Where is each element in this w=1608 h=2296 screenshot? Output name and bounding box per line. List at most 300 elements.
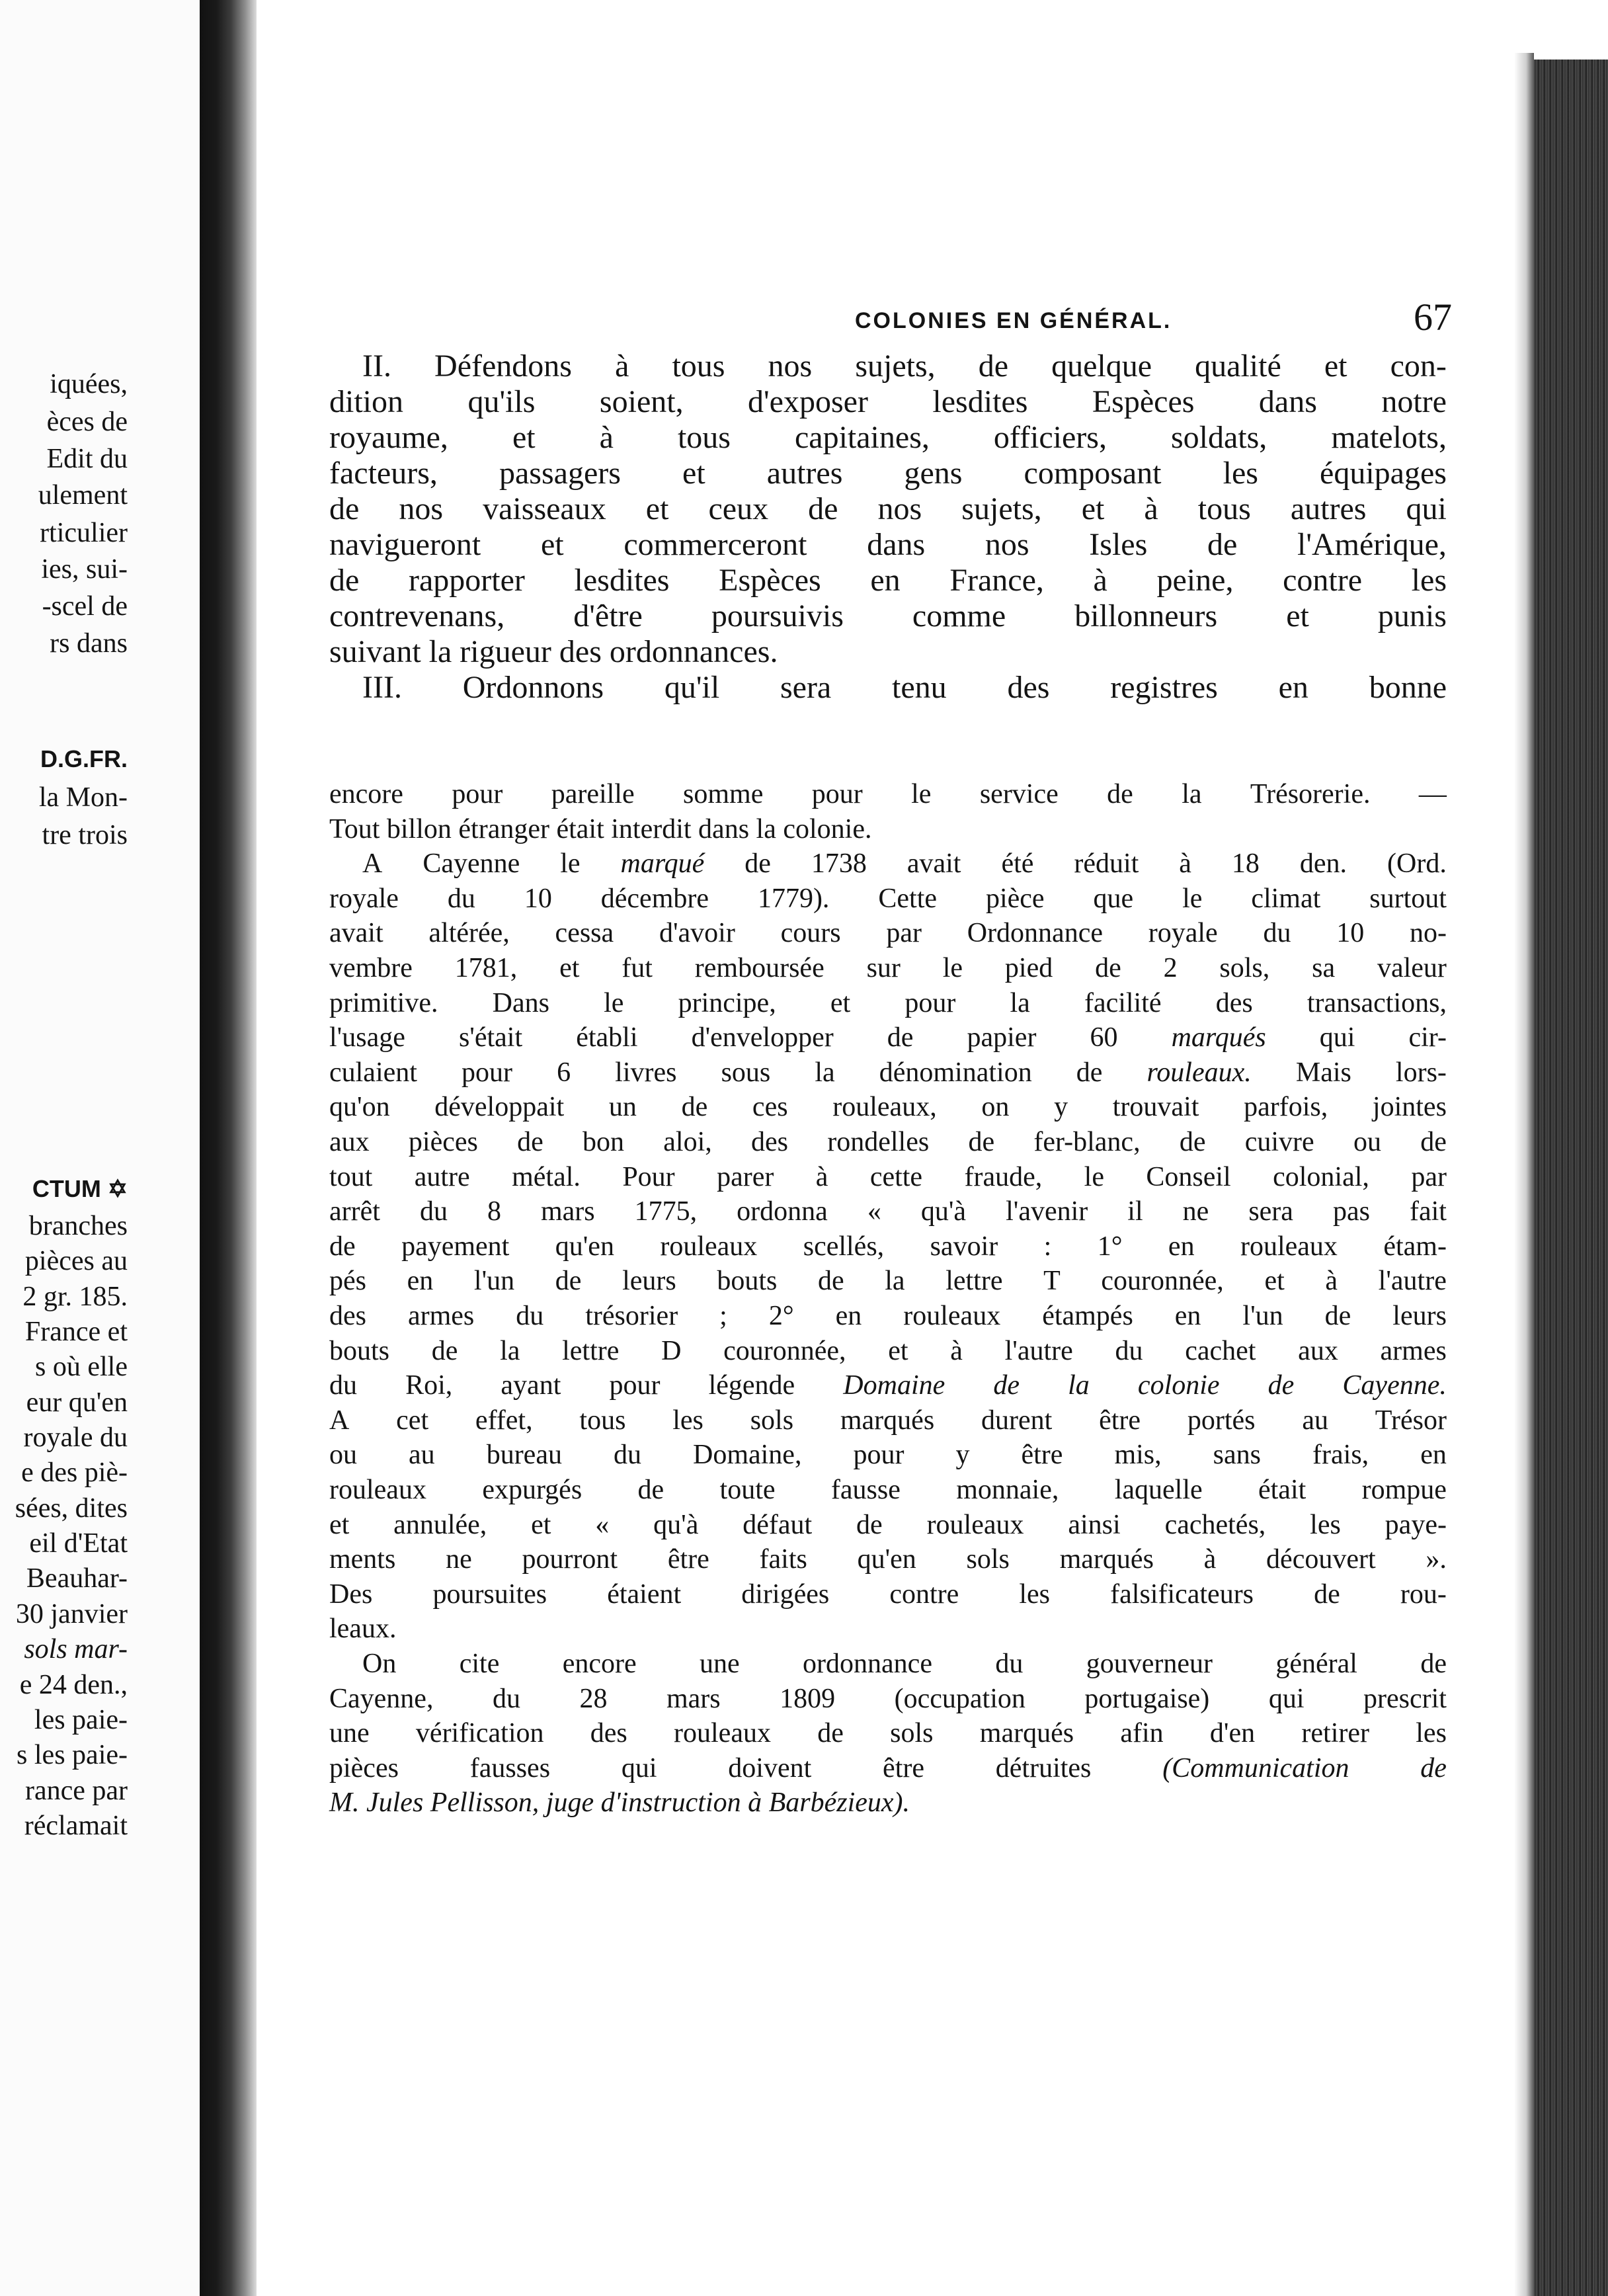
word: ne (446, 1544, 472, 1575)
word: des (590, 1718, 627, 1749)
word: portés (1187, 1405, 1256, 1436)
word: de (808, 491, 838, 526)
word: vembre (329, 953, 413, 983)
italic-word: Domaine (843, 1370, 945, 1401)
word: à (1325, 1266, 1338, 1297)
word: soient, (599, 384, 684, 419)
word: pièces (329, 1752, 399, 1784)
word: du (1263, 918, 1291, 949)
text-line (362, 350, 1447, 382)
word: du (995, 1649, 1024, 1679)
text-line (329, 1233, 1447, 1260)
word: peine, (1156, 563, 1234, 598)
page-edge-lip (1514, 53, 1534, 2296)
text-line (329, 422, 1447, 454)
word: ordonna (737, 1196, 828, 1227)
text-line (329, 1024, 1447, 1051)
italic-word: de (1420, 1752, 1447, 1784)
word: passagers (499, 456, 621, 491)
word: de (856, 1509, 883, 1540)
word: toute (719, 1475, 776, 1505)
word: la (500, 1335, 520, 1366)
word: cachetés, (1164, 1509, 1266, 1540)
text-line (329, 1685, 1447, 1713)
word: cette (869, 1161, 923, 1192)
text-line (362, 1650, 1447, 1678)
word: sa (1312, 953, 1336, 983)
word: décembre (600, 883, 709, 914)
word: 1775, (634, 1196, 698, 1227)
book-gutter-shadow (200, 0, 257, 2296)
word: de (637, 1475, 664, 1505)
word: Espèces (1092, 384, 1195, 419)
word: On (362, 1649, 397, 1679)
word: aux (1298, 1335, 1338, 1366)
word: culaient (329, 1057, 417, 1088)
word: laquelle (1114, 1475, 1203, 1505)
word: équipages (1320, 456, 1447, 491)
word: marqués (1059, 1544, 1154, 1575)
word: à (1203, 1544, 1217, 1575)
word: qui (1406, 491, 1447, 526)
word: nos (399, 491, 444, 526)
word: armes (407, 1301, 475, 1331)
italic-word: Cayenne. (1342, 1370, 1447, 1401)
word: par (1411, 1161, 1447, 1192)
word: bon (583, 1127, 625, 1157)
word: tout (329, 1161, 373, 1192)
text-line (329, 1407, 1447, 1434)
text-line (362, 850, 1447, 878)
word: à (815, 1161, 828, 1192)
running-head: COLONIES EN GÉNÉRAL. (855, 308, 1172, 333)
text-run: suivant la rigueur des ordonnances. (329, 634, 778, 669)
word: no- (1410, 918, 1447, 949)
word: les (1310, 1509, 1341, 1540)
word: d'avoir (659, 918, 735, 949)
word: l'autre (1378, 1266, 1447, 1297)
word: France, (949, 563, 1044, 598)
word: et (329, 1509, 350, 1540)
text-line (329, 386, 1447, 418)
word: contre (889, 1578, 959, 1610)
word: pour (462, 1057, 513, 1088)
word: les (1411, 563, 1447, 598)
word: pied (1004, 953, 1053, 983)
facing-page-line: France et (24, 1317, 128, 1347)
word: climat (1251, 883, 1321, 914)
word: quelque (1051, 348, 1152, 384)
word: la (1010, 987, 1030, 1018)
word: fausse (830, 1475, 901, 1505)
word: tous (579, 1405, 626, 1436)
word: en (870, 563, 901, 598)
word: du (516, 1301, 544, 1331)
word: étampés (1042, 1301, 1133, 1331)
word: rou- (1400, 1578, 1447, 1610)
word: rouleaux, (832, 1092, 937, 1123)
word: tous (672, 348, 725, 384)
word: A (329, 1405, 350, 1436)
word: sans (1213, 1440, 1262, 1471)
word: à (1093, 563, 1107, 598)
word: nos (877, 491, 922, 526)
word: portugaise) (1084, 1683, 1210, 1714)
word: (occupation (894, 1683, 1025, 1714)
word: le (604, 987, 624, 1018)
word: transactions, (1306, 987, 1447, 1018)
word: encore (329, 779, 403, 809)
word: nos (985, 527, 1029, 562)
word: qualité (1195, 348, 1281, 384)
word: ou (1353, 1127, 1381, 1157)
word: qu'à (653, 1509, 699, 1540)
word: des (329, 1301, 366, 1331)
word: une (329, 1718, 370, 1749)
word: de (1095, 953, 1121, 983)
word: de (817, 1718, 844, 1749)
word: Cayenne, (329, 1683, 434, 1714)
word: qu'en (555, 1231, 614, 1262)
word: du (492, 1683, 520, 1714)
word: cuivre (1244, 1127, 1314, 1157)
word: dans (1258, 384, 1317, 419)
word: qui (1268, 1683, 1305, 1714)
word: faits (759, 1544, 807, 1575)
text-line (329, 458, 1447, 489)
word: d'en (1209, 1718, 1256, 1749)
word: y (955, 1440, 970, 1471)
word: des (1215, 987, 1253, 1018)
text-line (329, 989, 1447, 1017)
word: notre (1381, 384, 1447, 419)
word: sols, (1219, 953, 1270, 983)
text-line (329, 780, 1447, 808)
word: de (329, 563, 360, 598)
facing-page-line: èces de (46, 407, 128, 437)
word: valeur (1377, 953, 1447, 983)
text-line (329, 1128, 1447, 1156)
word: il (1127, 1196, 1143, 1227)
word: leurs (622, 1266, 676, 1297)
word: rouleaux (329, 1475, 426, 1505)
word: être (667, 1544, 709, 1575)
facing-page-line: branches (28, 1211, 128, 1241)
word: Dans (492, 987, 549, 1018)
word: doivent (728, 1752, 812, 1784)
word: et (1264, 1266, 1285, 1297)
text-line (329, 1580, 1447, 1608)
word: commerceront (623, 527, 807, 562)
word: Conseil (1146, 1161, 1231, 1192)
word: du (613, 1440, 641, 1471)
word: pièces (408, 1127, 478, 1157)
word: prescrit (1363, 1683, 1447, 1714)
word: facteurs, (329, 456, 438, 491)
word: à (1179, 848, 1191, 880)
word: Cette (878, 883, 938, 914)
word: détruites (995, 1752, 1092, 1784)
word: contre (1283, 563, 1363, 598)
word: être (1099, 1405, 1141, 1436)
word: Domaine, (693, 1440, 802, 1471)
word: de (968, 1127, 995, 1157)
word: royaume, (329, 420, 448, 455)
word: défaut (743, 1509, 813, 1540)
word: tous (677, 420, 731, 455)
word: été (1001, 848, 1034, 880)
word: payement (401, 1231, 510, 1262)
italic-word: (Communication (1162, 1752, 1349, 1784)
word: punis (1377, 598, 1447, 634)
word: en (835, 1301, 862, 1331)
word: officiers, (993, 420, 1107, 455)
italic-word: de (993, 1370, 1020, 1401)
facing-page-line: -scel de (42, 591, 128, 622)
word: bouts (329, 1335, 390, 1366)
text-line (329, 1302, 1447, 1330)
word: la (885, 1266, 905, 1297)
word: fraude, (964, 1161, 1043, 1192)
word: Isles (1089, 527, 1148, 562)
word: sous (721, 1057, 771, 1088)
word: l'Amérique, (1297, 527, 1447, 562)
word: principe, (678, 987, 776, 1018)
word: 1779). (757, 883, 830, 914)
word: le (1084, 1161, 1104, 1192)
word: 1809 (780, 1683, 836, 1714)
word: développait (434, 1092, 565, 1123)
word: Ordonnons (462, 670, 604, 705)
text-line (329, 1372, 1447, 1399)
word: rondelles (827, 1127, 930, 1157)
italic-word: marqué (620, 848, 705, 880)
facing-page-line: s où elle (35, 1352, 128, 1382)
word: en (1168, 1231, 1195, 1262)
word: de (817, 1266, 844, 1297)
word: une (700, 1649, 740, 1679)
word: A (362, 848, 383, 880)
word: des (1007, 670, 1050, 705)
word: établi (576, 1022, 638, 1053)
word: et (559, 953, 580, 983)
word: den. (1299, 848, 1347, 880)
word: con- (1390, 348, 1447, 384)
word: paye- (1385, 1509, 1447, 1540)
facing-page-line: eil d'Etat (29, 1528, 128, 1559)
word: par (886, 918, 922, 949)
text-line (329, 1754, 1447, 1782)
word: sujets, (961, 491, 1042, 526)
book-page (257, 0, 1514, 2296)
word: frais, (1312, 1440, 1369, 1471)
facing-page-line: e des piè- (21, 1457, 128, 1488)
word: cachet (1185, 1335, 1256, 1366)
word: ces (752, 1092, 788, 1123)
facing-page-line: sols mar- (24, 1634, 128, 1664)
facing-page-line: iquées, (50, 369, 128, 399)
facing-page-line: rance par (24, 1776, 128, 1806)
text-line (329, 885, 1447, 913)
word: à (950, 1335, 963, 1366)
word: en (407, 1266, 434, 1297)
word: poursuites (432, 1578, 547, 1610)
word: expurgés (482, 1475, 583, 1505)
facing-page-line: eur qu'en (26, 1387, 128, 1418)
italic-word: rouleaux. (1146, 1057, 1252, 1088)
word: être (1021, 1440, 1063, 1471)
word: lesdites (574, 563, 670, 598)
word: à (1144, 491, 1158, 526)
word: fer-blanc, (1033, 1127, 1141, 1157)
facing-page-line: 2 gr. 185. (22, 1282, 128, 1312)
word: lettre (945, 1266, 1003, 1297)
word: pourront (522, 1544, 618, 1575)
word: avait (329, 918, 383, 949)
word: général (1275, 1649, 1357, 1679)
word: que (1093, 883, 1134, 914)
word: savoir (930, 1231, 998, 1262)
word: T (1043, 1266, 1061, 1297)
word: en (1420, 1440, 1447, 1471)
word: de (517, 1127, 543, 1157)
word: soldats, (1170, 420, 1267, 455)
word: monnaie, (956, 1475, 1059, 1505)
word: l'autre (1004, 1335, 1073, 1366)
word: et (540, 527, 564, 562)
word: au (1302, 1405, 1328, 1436)
word: contrevenans, (329, 598, 505, 634)
word: et (1081, 491, 1105, 526)
word: ordonnance (803, 1649, 932, 1679)
word: armes (1380, 1335, 1447, 1366)
facing-page-line: rticulier (40, 518, 128, 548)
word: qui (1319, 1022, 1355, 1053)
text-line (329, 815, 871, 843)
facing-page-fragment (0, 0, 202, 2296)
word: billonneurs (1074, 598, 1218, 634)
book-edge-top (1529, 0, 1608, 60)
word: primitive. (329, 987, 438, 1018)
word: ayant (501, 1370, 561, 1401)
word: 1° (1097, 1231, 1123, 1262)
word: lesdites (932, 384, 1028, 419)
word: 2 (1163, 953, 1178, 983)
word: dénomination (879, 1057, 1032, 1088)
word: ». (1426, 1544, 1447, 1575)
facing-page-line: ies, sui- (41, 554, 128, 585)
italic-word: la (1068, 1370, 1090, 1401)
word: couronnée, (723, 1335, 846, 1366)
word: 6 (557, 1057, 571, 1088)
facing-page-line: CTUM ✡ (32, 1175, 128, 1202)
word: poursuivis (711, 598, 844, 634)
word: découvert (1266, 1544, 1376, 1575)
word: l'usage (329, 1022, 405, 1053)
word: le (1182, 883, 1203, 914)
word: fait (1409, 1196, 1447, 1227)
word: pas (1332, 1196, 1370, 1227)
word: rouleaux (903, 1301, 1001, 1331)
text-line (329, 1337, 1447, 1365)
word: rapporter (408, 563, 525, 598)
word: ments (329, 1544, 396, 1575)
word: cessa (555, 918, 614, 949)
word: facilité (1084, 987, 1162, 1018)
word: 1738 (811, 848, 867, 880)
facing-page-line: les paie- (34, 1705, 128, 1735)
word: retirer (1301, 1718, 1369, 1749)
word: cours (780, 918, 841, 949)
word: comme (912, 598, 1006, 634)
word: royale (1148, 918, 1218, 949)
word: durent (981, 1405, 1053, 1436)
word: scellés, (803, 1231, 885, 1262)
word: Trésorerie. (1250, 779, 1371, 809)
word: annulée, (393, 1509, 487, 1540)
word: et (830, 987, 851, 1018)
word: de (887, 1022, 914, 1053)
word: des (751, 1127, 788, 1157)
word: le (560, 848, 581, 880)
word: pés (329, 1266, 366, 1297)
word: marqués (840, 1405, 935, 1436)
word: en (1278, 670, 1308, 705)
word: leurs (1392, 1301, 1447, 1331)
word: la (815, 1057, 835, 1088)
word: altérée, (428, 918, 510, 949)
word: Défendons (434, 348, 572, 384)
word: ; (719, 1301, 727, 1331)
word: du (419, 1196, 448, 1227)
word: le (942, 953, 963, 983)
italic-word: marqués (1171, 1022, 1266, 1053)
word: (Ord. (1387, 848, 1447, 880)
word: l'avenir (1006, 1196, 1088, 1227)
word: pour (853, 1440, 904, 1471)
word: qu'ils (467, 384, 536, 419)
word: de (1324, 1301, 1351, 1331)
word: 2° (768, 1301, 794, 1331)
word: papier (967, 1022, 1037, 1053)
word: rouleaux (660, 1231, 758, 1262)
text-line (329, 1476, 1447, 1504)
word: Mais (1295, 1057, 1351, 1088)
word: Roi, (405, 1370, 453, 1401)
word: de (1420, 1127, 1447, 1157)
word: effet, (475, 1405, 533, 1436)
word: autre (414, 1161, 470, 1192)
text-run: Tout billon étranger était interdit dans la colonie. (329, 813, 872, 844)
word: métal. (512, 1161, 581, 1192)
word: livres (615, 1057, 677, 1088)
word: trésorier (585, 1301, 678, 1331)
word: pour (904, 987, 956, 1018)
text-line (362, 672, 1447, 704)
word: 18 (1231, 848, 1260, 880)
word: sur (866, 953, 901, 983)
book-edge (1529, 0, 1608, 2296)
text-line (329, 919, 1447, 947)
word: composant (1024, 456, 1162, 491)
facing-page-line: Beauhar- (26, 1563, 128, 1594)
word: encore (562, 1649, 637, 1679)
word: de (555, 1266, 582, 1297)
word: au (409, 1440, 435, 1471)
word: rouleaux (674, 1718, 771, 1749)
facing-page-line: réclamait (24, 1811, 128, 1841)
word: Pour (622, 1161, 675, 1192)
